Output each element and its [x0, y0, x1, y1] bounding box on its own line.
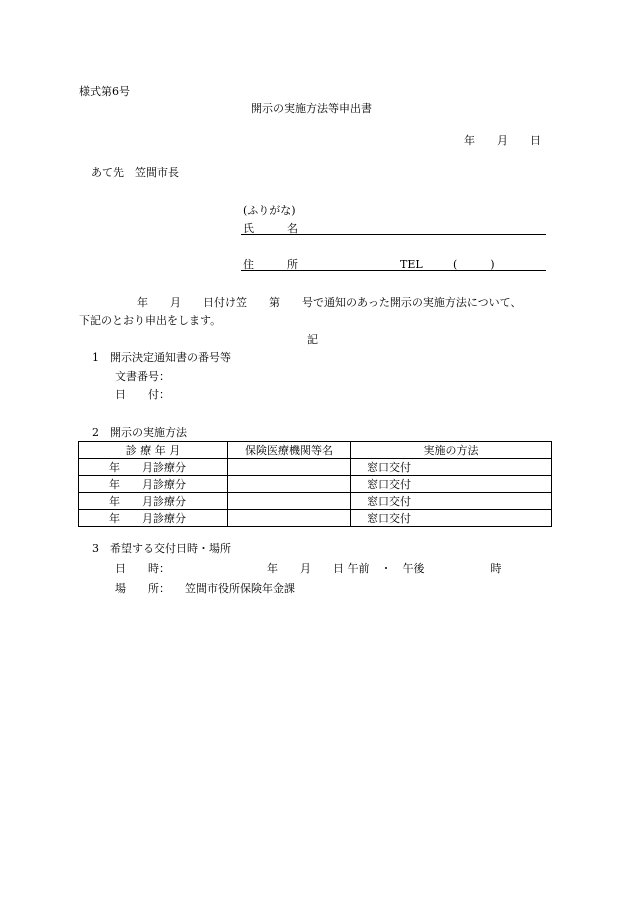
table-row	[79, 493, 552, 510]
table-row	[79, 510, 552, 527]
section2-heading: 2 開示の実施方法	[92, 426, 187, 439]
place-label: 場 所：	[115, 582, 170, 595]
row-month: 年 月診療分	[79, 459, 228, 476]
row-method: 窓口交付	[351, 510, 552, 527]
tel-parens: ( )	[453, 258, 495, 271]
name-underline	[241, 234, 546, 235]
notice-date-label: 日 付：	[115, 388, 170, 401]
header-institution: 保険医療機関等名	[228, 442, 351, 459]
section1-heading: 1 開示決定通知書の番号等	[92, 351, 231, 364]
table-header-row	[79, 442, 552, 459]
table-row	[79, 459, 552, 476]
row-method: 窓口交付	[351, 459, 552, 476]
row-method: 窓口交付	[351, 493, 552, 510]
body-line-1: 年 月 日付け笠 第 号で通知のあった開示の実施方法について、	[137, 296, 522, 309]
tel-label: TEL	[400, 258, 423, 271]
furigana-label: (ふりがな)	[243, 204, 296, 217]
addressee: あて先 笠間市長	[91, 166, 179, 179]
table-row	[79, 476, 552, 493]
row-month: 年 月診療分	[79, 476, 228, 493]
header-month: 診 療 年 月	[79, 442, 228, 459]
name-label: 氏 名	[243, 222, 298, 235]
method-table	[78, 441, 552, 527]
section3-heading: 3 希望する交付日時・場所	[92, 542, 231, 555]
form-number: 様式第6号	[79, 85, 130, 98]
address-underline	[241, 270, 546, 271]
row-month: 年 月診療分	[79, 510, 228, 527]
row-institution	[228, 510, 351, 527]
body-line-2: 下記のとおり申出をします。	[79, 314, 222, 327]
doc-number-label: 文書番号：	[115, 370, 170, 383]
address-label: 住 所	[243, 258, 298, 271]
date-line: 年 月 日	[464, 134, 541, 147]
place-value: 笠間市役所保険年金課	[185, 582, 295, 595]
row-method: 窓口交付	[351, 476, 552, 493]
row-institution	[228, 476, 351, 493]
row-institution	[228, 459, 351, 476]
page-title: 開示の実施方法等申出書	[251, 102, 372, 115]
datetime-value: 年 月 日 午前 ・ 午後 時	[267, 562, 502, 575]
row-institution	[228, 493, 351, 510]
ki-label: 記	[307, 333, 318, 346]
row-month: 年 月診療分	[79, 493, 228, 510]
datetime-label: 日 時：	[115, 562, 170, 575]
header-method: 実施の方法	[351, 442, 552, 459]
